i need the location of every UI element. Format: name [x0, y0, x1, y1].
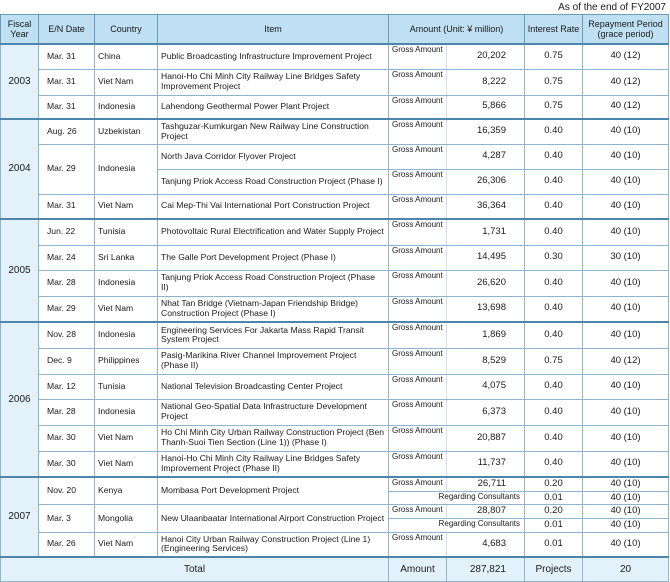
- country-cell: Indonesia: [95, 399, 158, 425]
- interest-rate-cell: 0.40: [525, 270, 583, 296]
- amount-cell: 26,711: [447, 477, 525, 491]
- amount-type-cell: Gross Amount: [389, 348, 447, 374]
- interest-rate-cell: 0.40: [525, 119, 583, 144]
- repayment-cell: 40 (10): [583, 505, 669, 519]
- en-date-cell: Mar. 26: [39, 532, 95, 557]
- repayment-cell: 40 (12): [583, 348, 669, 374]
- amount-cell: 4,683: [447, 532, 525, 557]
- amount-cell: 14,495: [447, 245, 525, 270]
- header-country: Country: [95, 15, 158, 45]
- country-cell: Indonesia: [95, 322, 158, 348]
- header-en-date: E/N Date: [39, 15, 95, 45]
- total-amount: 287,821: [447, 557, 525, 582]
- interest-rate-cell: 0.75: [525, 44, 583, 69]
- amount-type-cell: Gross Amount: [389, 144, 447, 169]
- country-cell: Sri Lanka: [95, 245, 158, 270]
- repayment-cell: 40 (10): [583, 194, 669, 219]
- amount-cell: 4,287: [447, 144, 525, 169]
- item-cell: Lahendong Geothermal Power Plant Project: [158, 95, 389, 119]
- total-amount-label: Amount: [389, 557, 447, 582]
- amount-type-cell: Gross Amount: [389, 296, 447, 322]
- interest-rate-cell: 0.40: [525, 374, 583, 399]
- amount-cell: 16,359: [447, 119, 525, 144]
- item-cell: Photovoltaic Rural Electrification and Water Supply Project: [158, 219, 389, 245]
- amount-cell: 11,737: [447, 451, 525, 477]
- repayment-cell: 40 (10): [583, 451, 669, 477]
- country-cell: Viet Nam: [95, 451, 158, 477]
- interest-rate-cell: 0.01: [525, 532, 583, 557]
- interest-rate-cell: 0.40: [525, 451, 583, 477]
- country-cell: Kenya: [95, 477, 158, 505]
- table-row: [1, 69, 669, 95]
- amount-type-cell: Gross Amount: [389, 219, 447, 245]
- table-row: [1, 374, 669, 399]
- interest-rate-cell: 0.01: [525, 518, 583, 532]
- table-row: [1, 270, 669, 296]
- country-cell: Indonesia: [95, 95, 158, 119]
- item-cell: Ho Chi Minh City Urban Railway Construction Project (Ben Thanh-Suoi Tien Section (Line 1)) (Phase I): [158, 425, 389, 451]
- amount-cell: 5,866: [447, 95, 525, 119]
- table-row: [1, 348, 669, 374]
- en-date-cell: Mar. 31: [39, 95, 95, 119]
- amount-cell: 20,887: [447, 425, 525, 451]
- amount-type-cell: Gross Amount: [389, 374, 447, 399]
- en-date-cell: Mar. 29: [39, 296, 95, 322]
- total-projects-label: Projects: [525, 557, 583, 582]
- repayment-cell: 40 (12): [583, 44, 669, 69]
- interest-rate-cell: 0.40: [525, 194, 583, 219]
- item-cell: Pasig-Marikina River Channel Improvement Project (Phase II): [158, 348, 389, 374]
- table-row: [1, 194, 669, 219]
- country-cell: China: [95, 44, 158, 69]
- country-cell: Mongolia: [95, 505, 158, 532]
- amount-type-cell: Gross Amount: [389, 322, 447, 348]
- interest-rate-cell: 0.40: [525, 425, 583, 451]
- item-cell: Mombasa Port Development Project: [158, 477, 389, 505]
- header-amount: Amount (Unit: ¥ million): [389, 15, 525, 45]
- amount-cell: 8,222: [447, 69, 525, 95]
- header-interest-rate: Interest Rate: [525, 15, 583, 45]
- amount-type-cell: Gross Amount: [389, 245, 447, 270]
- interest-rate-cell: 0.40: [525, 399, 583, 425]
- table-row: [1, 451, 669, 477]
- amount-type-cell: Gross Amount: [389, 95, 447, 119]
- item-cell: National Television Broadcasting Center Project: [158, 374, 389, 399]
- item-cell: Nhat Tan Bridge (Vietnam-Japan Friendship Bridge) Construction Project (Phase I): [158, 296, 389, 322]
- item-cell: National Geo-Spatial Data Infrastructure Development Project: [158, 399, 389, 425]
- header-row: [1, 15, 669, 45]
- en-date-cell: Mar. 30: [39, 425, 95, 451]
- header-item: Item: [158, 15, 389, 45]
- item-cell: The Galle Port Development Project (Phase I): [158, 245, 389, 270]
- table-row: [1, 322, 669, 348]
- amount-type-cell: Gross Amount: [389, 505, 447, 519]
- amount-type-cell: Gross Amount: [389, 425, 447, 451]
- item-cell: Tanjung Priok Access Road Construction Project (Phase I): [158, 169, 389, 194]
- item-cell: Hanoi City Urban Railway Construction Project (Line 1) (Engineering Services): [158, 532, 389, 557]
- amount-cell: 28,807: [447, 505, 525, 519]
- loan-table: [0, 14, 669, 582]
- amount-cell: 36,364: [447, 194, 525, 219]
- repayment-cell: 40 (12): [583, 69, 669, 95]
- fiscal-year-cell: 2004: [1, 119, 39, 219]
- en-date-cell: Mar. 31: [39, 194, 95, 219]
- amount-cell: 6,373: [447, 399, 525, 425]
- repayment-cell: 40 (10): [583, 270, 669, 296]
- country-cell: Viet Nam: [95, 296, 158, 322]
- amount-type-cell: Regarding Consultants: [389, 518, 525, 532]
- en-date-cell: Jun. 22: [39, 219, 95, 245]
- country-cell: Viet Nam: [95, 69, 158, 95]
- country-cell: Uzbekistan: [95, 119, 158, 144]
- table-row: [1, 425, 669, 451]
- en-date-cell: Nov. 28: [39, 322, 95, 348]
- repayment-cell: 40 (10): [583, 532, 669, 557]
- fiscal-year-cell: 2007: [1, 477, 39, 557]
- repayment-cell: 40 (10): [583, 491, 669, 505]
- item-cell: North Java Corridor Flyover Project: [158, 144, 389, 169]
- amount-cell: 26,620: [447, 270, 525, 296]
- en-date-cell: Aug. 26: [39, 119, 95, 144]
- interest-rate-cell: 0.75: [525, 95, 583, 119]
- item-cell: Tashguzar-Kumkurgan New Railway Line Construction Project: [158, 119, 389, 144]
- amount-type-cell: Regarding Consultants: [389, 491, 525, 505]
- repayment-cell: 40 (10): [583, 219, 669, 245]
- amount-cell: 8,529: [447, 348, 525, 374]
- fiscal-year-cell: 2006: [1, 322, 39, 477]
- as-of-note: As of the end of FY2007: [558, 2, 666, 13]
- amount-type-cell: Gross Amount: [389, 477, 447, 491]
- en-date-cell: Mar. 28: [39, 270, 95, 296]
- amount-type-cell: Gross Amount: [389, 119, 447, 144]
- amount-cell: 1,731: [447, 219, 525, 245]
- item-cell: Hanoi-Ho Chi Minh City Railway Line Bridges Safety Improvement Project: [158, 69, 389, 95]
- table-row: [1, 477, 669, 491]
- header-repayment-period: Repayment Period (grace period): [583, 15, 669, 45]
- item-cell: Engineering Services For Jakarta Mass Rapid Transit System Project: [158, 322, 389, 348]
- country-cell: Philippines: [95, 348, 158, 374]
- table-row: [1, 245, 669, 270]
- interest-rate-cell: 0.75: [525, 69, 583, 95]
- table-row: [1, 44, 669, 69]
- amount-type-cell: Gross Amount: [389, 194, 447, 219]
- amount-type-cell: Gross Amount: [389, 169, 447, 194]
- en-date-cell: Mar. 28: [39, 399, 95, 425]
- amount-type-cell: Gross Amount: [389, 69, 447, 95]
- country-cell: Indonesia: [95, 270, 158, 296]
- en-date-cell: Mar. 3: [39, 505, 95, 532]
- total-projects: 20: [583, 557, 669, 582]
- repayment-cell: 40 (10): [583, 518, 669, 532]
- fiscal-year-cell: 2005: [1, 219, 39, 322]
- en-date-cell: Mar. 30: [39, 451, 95, 477]
- interest-rate-cell: 0.40: [525, 296, 583, 322]
- en-date-cell: Mar. 31: [39, 69, 95, 95]
- table-row: [1, 119, 669, 144]
- en-date-cell: Mar. 29: [39, 144, 95, 194]
- repayment-cell: 40 (10): [583, 399, 669, 425]
- amount-type-cell: Gross Amount: [389, 270, 447, 296]
- total-label: Total: [1, 557, 389, 582]
- repayment-cell: 40 (10): [583, 169, 669, 194]
- repayment-cell: 30 (10): [583, 245, 669, 270]
- amount-cell: 4,075: [447, 374, 525, 399]
- country-cell: Tunisia: [95, 219, 158, 245]
- en-date-cell: Nov. 20: [39, 477, 95, 505]
- interest-rate-cell: 0.40: [525, 219, 583, 245]
- table-row: [1, 532, 669, 557]
- interest-rate-cell: 0.01: [525, 491, 583, 505]
- item-cell: Cai Mep-Thi Vai International Port Construction Project: [158, 194, 389, 219]
- en-date-cell: Dec. 9: [39, 348, 95, 374]
- interest-rate-cell: 0.75: [525, 348, 583, 374]
- repayment-cell: 40 (10): [583, 296, 669, 322]
- country-cell: Viet Nam: [95, 194, 158, 219]
- country-cell: Tunisia: [95, 374, 158, 399]
- repayment-cell: 40 (10): [583, 477, 669, 491]
- amount-cell: 13,698: [447, 296, 525, 322]
- table-row: [1, 505, 669, 519]
- table-row: [1, 95, 669, 119]
- interest-rate-cell: 0.40: [525, 144, 583, 169]
- fiscal-year-cell: 2003: [1, 44, 39, 119]
- table-row: [1, 399, 669, 425]
- table-row: [1, 219, 669, 245]
- repayment-cell: 40 (10): [583, 374, 669, 399]
- amount-type-cell: Gross Amount: [389, 532, 447, 557]
- amount-type-cell: Gross Amount: [389, 44, 447, 69]
- interest-rate-cell: 0.20: [525, 505, 583, 519]
- total-row: [1, 557, 669, 582]
- interest-rate-cell: 0.20: [525, 477, 583, 491]
- item-cell: Hanoi-Ho Chi Minh City Railway Line Bridges Safety Improvement Project (Phase II): [158, 451, 389, 477]
- interest-rate-cell: 0.40: [525, 169, 583, 194]
- amount-type-cell: Gross Amount: [389, 399, 447, 425]
- repayment-cell: 40 (10): [583, 144, 669, 169]
- repayment-cell: 40 (10): [583, 322, 669, 348]
- country-cell: Viet Nam: [95, 532, 158, 557]
- table-row: [1, 296, 669, 322]
- amount-type-cell: Gross Amount: [389, 451, 447, 477]
- interest-rate-cell: 0.30: [525, 245, 583, 270]
- table-row: [1, 144, 669, 169]
- amount-cell: 26,306: [447, 169, 525, 194]
- en-date-cell: Mar. 12: [39, 374, 95, 399]
- repayment-cell: 40 (10): [583, 425, 669, 451]
- en-date-cell: Mar. 31: [39, 44, 95, 69]
- repayment-cell: 40 (10): [583, 119, 669, 144]
- item-cell: Tanjung Priok Access Road Construction Project (Phase II): [158, 270, 389, 296]
- item-cell: New Ulaanbaatar International Airport Construction Project: [158, 505, 389, 532]
- amount-cell: 1,869: [447, 322, 525, 348]
- country-cell: Indonesia: [95, 144, 158, 194]
- item-cell: Public Broadcasting Infrastructure Improvement Project: [158, 44, 389, 69]
- interest-rate-cell: 0.40: [525, 322, 583, 348]
- header-fiscal-year: Fiscal Year: [1, 15, 39, 45]
- en-date-cell: Mar. 24: [39, 245, 95, 270]
- repayment-cell: 40 (12): [583, 95, 669, 119]
- amount-cell: 20,202: [447, 44, 525, 69]
- country-cell: Viet Nam: [95, 425, 158, 451]
